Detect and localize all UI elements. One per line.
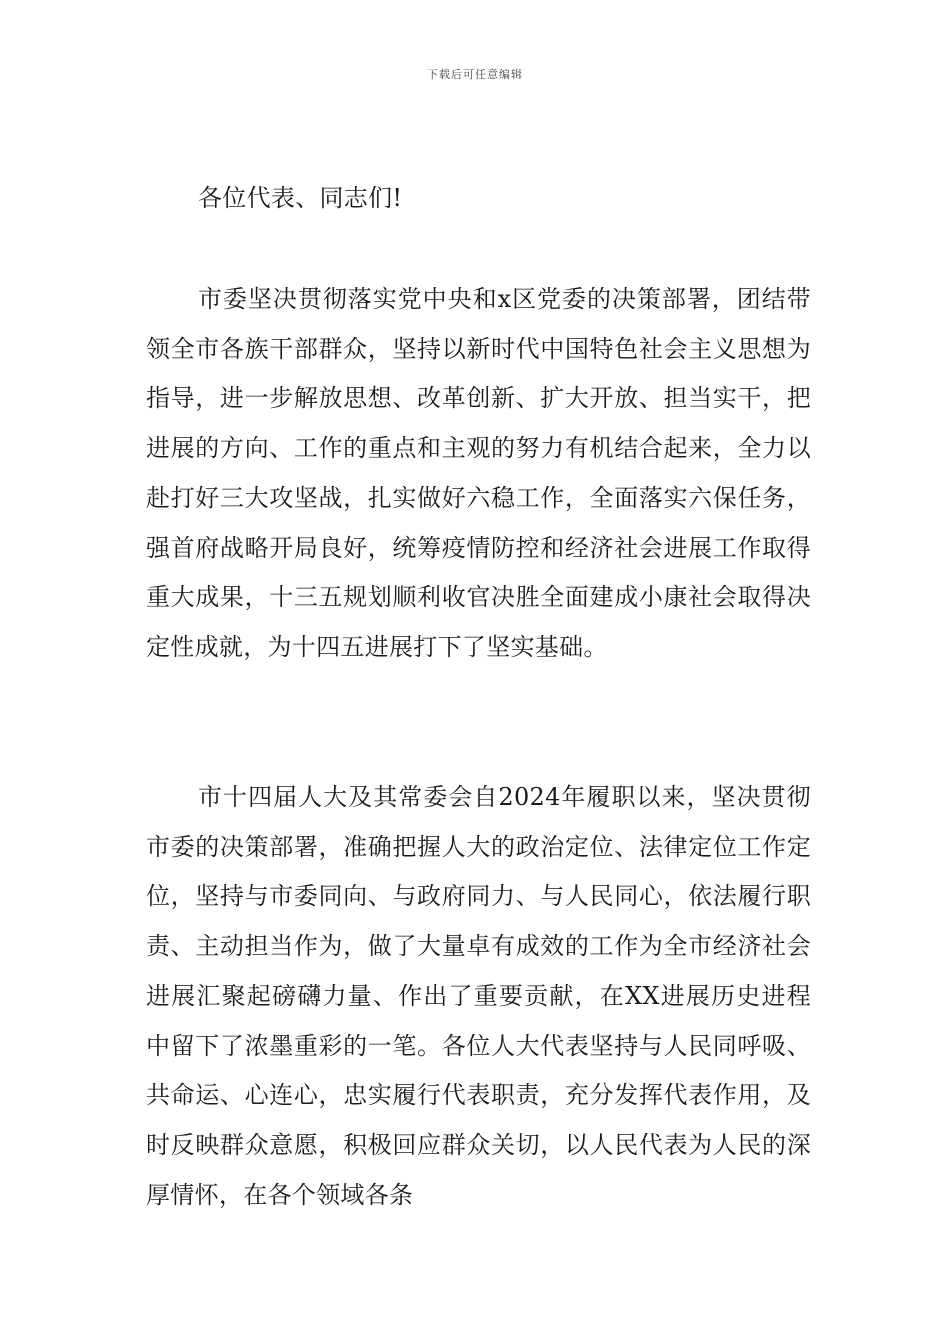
body-paragraph-1: 市委坚决贯彻落实党中央和x区党委的决策部署，团结带领全市各族干部群众，坚持以新时代中国特色社会主义思想为指导，进一步解放思想、改革创新、扩大开放、担当实干，把进展的方向、工作的重点和主观的努力有机结合起来，全力以赴打好三大攻坚战，扎实做好六稳工作，全面落实六保任务，强首府战略开局良好，统筹疫情防控和经济社会进展工作取得重大成果，十三五规划顺利收官决胜全面建成小康社会取得决定性成就，为十四五进展打下了坚实基础。 — [146, 285, 811, 661]
salutation-paragraph: 各位代表、同志们! — [198, 184, 403, 212]
body-paragraph-2: 市十四届人大及其常委会自2024年履职以来，坚决贯彻市委的决策部署，准确把握人大的政治定位、法律定位工作定位，坚持与市委同向、与政府同力、与人民同心，依法履行职责、主动担当作为，做了大量卓有成效的工作为全市经济社会进展汇聚起磅礴力量、作出了重要贡献，在XX进展历史进程中留下了浓墨重彩的一笔。各位人大代表坚持与人民同呼吸、共命运、心连心，忠实履行代表职责，充分发挥代表作用，及时反映群众意愿，积极回应群众关切，以人民代表为人民的深厚情怀，在各个领域各条 — [146, 783, 811, 1209]
page-header-note: 下载后可任意编辑 — [427, 68, 523, 81]
